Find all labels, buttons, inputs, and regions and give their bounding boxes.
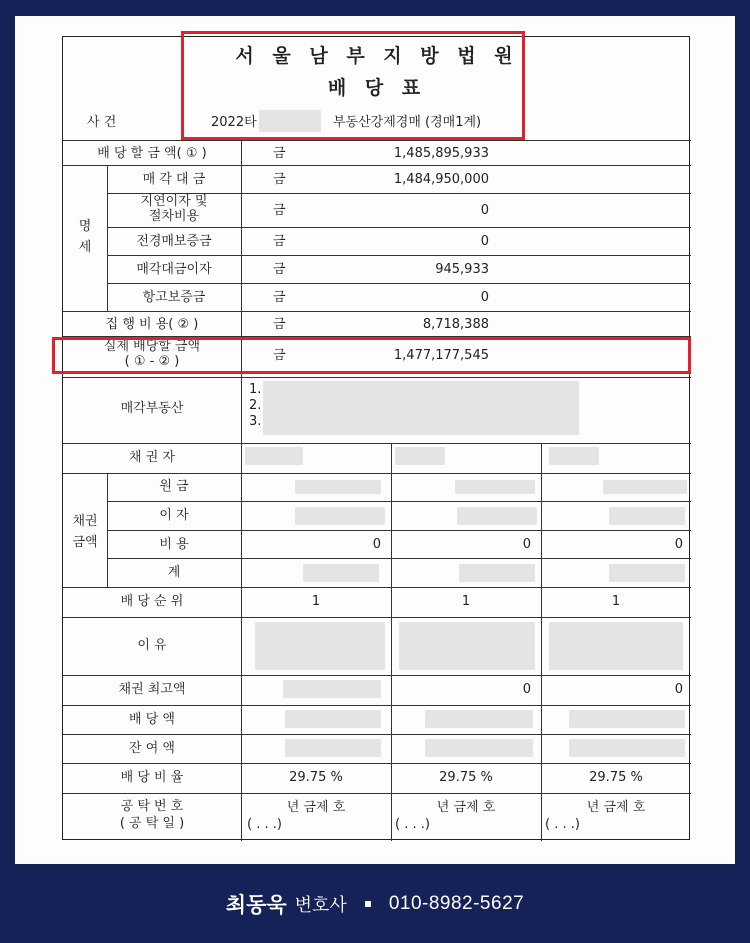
currency-mark: 금 <box>273 203 286 218</box>
redacted-amount <box>295 480 381 494</box>
property-item-number: 2. <box>249 398 262 413</box>
redacted-amount <box>609 507 685 525</box>
redacted-amount <box>285 739 381 757</box>
redacted-amount <box>569 739 685 757</box>
redacted-amount <box>425 710 533 728</box>
detail-group-label: 명 세 <box>78 219 92 255</box>
property-item-number: 1. <box>249 382 262 397</box>
redacted-creditor <box>245 447 303 465</box>
currency-mark: 금 <box>273 234 286 249</box>
redacted-amount <box>459 564 535 582</box>
total-value: 1,485,895,933 <box>393 146 489 161</box>
redacted-creditor <box>395 447 445 465</box>
detail-label: 전경매보증금 <box>136 234 212 249</box>
currency-mark: 금 <box>273 262 286 277</box>
actual-amount-highlight <box>52 337 691 374</box>
redacted-reason <box>399 622 535 670</box>
deposit-date: ( . . .) <box>395 817 430 832</box>
lawyer-title: 변호사 <box>294 894 347 915</box>
creditor-label: 채 권 자 <box>129 450 175 465</box>
redacted-amount <box>295 507 385 525</box>
detail-label: 매각대금이자 <box>136 262 212 277</box>
court-name: 서 울 남 부 지 방 법 원 <box>235 45 519 67</box>
rank-label: 배 당 순 위 <box>120 594 184 609</box>
actual-amount-label: 실제 배당할 금액 ( ① - ② ) <box>103 339 201 369</box>
redacted-amount <box>303 564 379 582</box>
rank-value: 1 <box>461 594 471 609</box>
max-claim-value: 0 <box>522 682 531 697</box>
ratio-value: 29.75 % <box>289 770 343 785</box>
rank-value: 1 <box>611 594 621 609</box>
deposit-number: 년 금제 호 <box>286 800 346 815</box>
deposit-date: ( . . .) <box>545 817 580 832</box>
separator-icon <box>365 901 371 907</box>
claim-cost-value: 0 <box>372 537 381 552</box>
case-number: 2022타 <box>211 115 257 130</box>
deposit-date: ( . . .) <box>247 817 282 832</box>
claim-row-label: 원 금 <box>159 479 189 494</box>
redacted-reason <box>255 622 385 670</box>
detail-label: 매 각 대 금 <box>142 172 206 187</box>
footer-bar <box>0 864 750 943</box>
ratio-value: 29.75 % <box>439 770 493 785</box>
dividend-label: 배 당 액 <box>129 712 175 727</box>
currency-mark: 금 <box>273 290 286 305</box>
ratio-label: 배 당 비 율 <box>120 770 184 785</box>
total-label: 배 당 할 금 액( ① ) <box>97 146 207 161</box>
redacted-amount <box>569 710 685 728</box>
case-label: 사 건 <box>87 115 117 130</box>
rank-value: 1 <box>311 594 321 609</box>
property-label: 매각부동산 <box>120 401 184 416</box>
property-item-number: 3. <box>249 414 262 429</box>
max-claim-value: 0 <box>674 682 683 697</box>
redacted-amount <box>425 739 533 757</box>
claim-cost-value: 0 <box>522 537 531 552</box>
redacted-creditor <box>549 447 599 465</box>
ratio-value: 29.75 % <box>589 770 643 785</box>
redacted-property <box>263 381 579 435</box>
detail-value: 0 <box>480 234 489 249</box>
deposit-number: 년 금제 호 <box>586 800 646 815</box>
detail-value: 1,484,950,000 <box>393 172 489 187</box>
redacted-amount <box>603 480 687 494</box>
court-title-highlight <box>181 31 525 140</box>
actual-amount-value: 1,477,177,545 <box>393 348 489 363</box>
claim-group-label: 채권 금액 <box>72 514 98 550</box>
detail-label: 지연이자 및 절차비용 <box>140 194 208 224</box>
case-type: 부동산강제경매 (경매1계) <box>333 115 482 130</box>
currency-mark: 금 <box>273 348 286 363</box>
currency-mark: 금 <box>273 317 286 332</box>
detail-value: 0 <box>480 290 489 305</box>
distribution-table <box>62 36 690 840</box>
phone-number[interactable]: 010-8982-5627 <box>388 892 525 914</box>
reason-label: 이 유 <box>137 638 167 653</box>
redacted-amount <box>455 480 535 494</box>
claim-row-label: 이 자 <box>159 508 189 523</box>
deposit-number: 년 금제 호 <box>436 800 496 815</box>
exec-cost-value: 8,718,388 <box>422 317 489 332</box>
claim-row-label: 계 <box>167 565 181 580</box>
redacted-amount <box>609 564 685 582</box>
claim-row-label: 비 용 <box>159 537 189 552</box>
max-claim-label: 채권 최고액 <box>118 682 186 697</box>
currency-mark: 금 <box>273 172 286 187</box>
redacted-amount <box>285 710 381 728</box>
detail-label: 항고보증금 <box>142 290 206 305</box>
redacted-amount <box>457 507 537 525</box>
claim-cost-value: 0 <box>674 537 683 552</box>
document-title: 배 당 표 <box>327 77 427 99</box>
currency-mark: 금 <box>273 146 286 161</box>
redacted-reason <box>549 622 683 670</box>
lawyer-name: 최동욱 <box>225 893 287 917</box>
detail-value: 0 <box>480 203 489 218</box>
remainder-label: 잔 여 액 <box>129 741 175 756</box>
deposit-label: 공 탁 번 호 ( 공 탁 일 ) <box>119 799 185 831</box>
exec-cost-label: 집 행 비 용( ② ) <box>105 317 199 332</box>
detail-value: 945,933 <box>435 262 489 277</box>
redacted-amount <box>283 680 381 698</box>
